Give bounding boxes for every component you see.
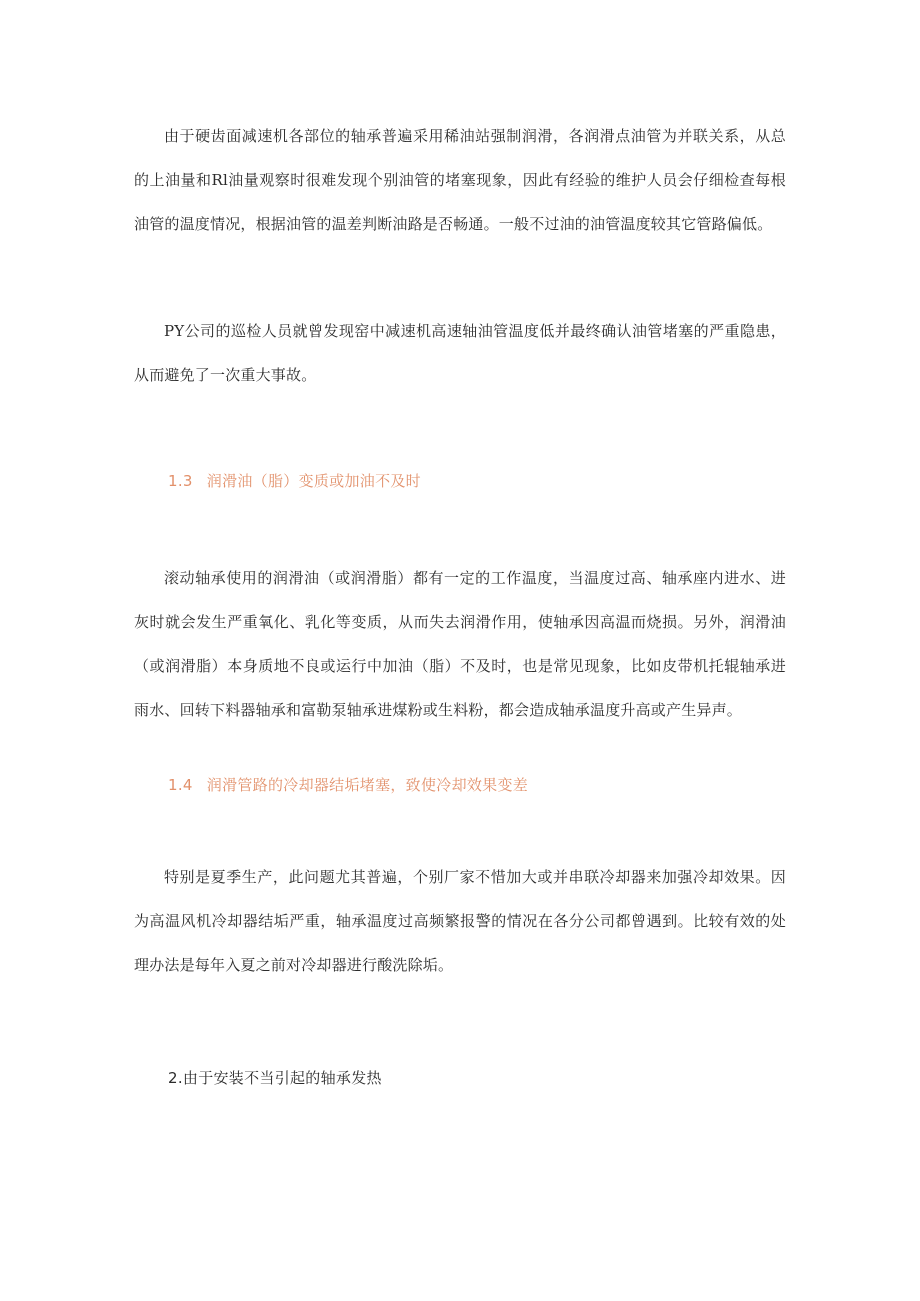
section-number-1-4: 1.4	[168, 776, 193, 794]
section-heading-2: 2.由于安装不当引起的轴承发热	[168, 1069, 382, 1087]
section-heading-1-3	[168, 469, 421, 493]
section-title-1-4: 润滑管路的冷却器结垢堵塞，致使冷却效果变差	[206, 776, 529, 794]
paragraph-lubricant-deterioration: 滚动轴承使用的润滑油（或润滑脂）都有一定的工作温度，当温度过高、轴承座内进水、进灰时就会发生严重氧化、乳化等变质，从而失去润滑作用，使轴承因高温而烧损。另外，润滑油（或润滑脂）本身质地不良或运行中加油（脂）不及时，也是常见现象，比如皮带机托辊轴承进雨水、回转下料器轴承和富勒泵轴承进煤粉或生料粉，都会造成轴承温度升高或产生异声。	[134, 569, 786, 719]
paragraph-cooler-scaling: 特别是夏季生产，此问题尤其普遍，个别厂家不惜加大或并串联冷却器来加强冷却效果。因为高温风机冷却器结垢严重，轴承温度过高频繁报警的情况在各分公司都曾遇到。比较有效的处理办法是每年入夏之前对冷却器进行酸洗除垢。	[134, 868, 786, 974]
section-title-1-3: 润滑油（脂）变质或加油不及时	[206, 472, 421, 490]
section-heading-1-4	[168, 773, 528, 797]
section-number-1-3: 1.3	[168, 472, 193, 490]
paragraph-py-company-case: PY公司的巡检人员就曾发现窑中减速机高速轴油管温度低并最终确认油管堵塞的严重隐患，从而避免了一次重大事故。	[134, 322, 786, 384]
paragraph-oil-pipe-blockage: 由于硬齿面减速机各部位的轴承普遍采用稀油站强制润滑，各润滑点油管为并联关系，从总的上油量和Rl油量观察时很难发现个别油管的堵塞现象，因此有经验的维护人员会仔细检查每根油管的温度情况，根据油管的温差判断油路是否畅通。一般不过油的油管温度较其它管路偏低。	[134, 127, 786, 233]
